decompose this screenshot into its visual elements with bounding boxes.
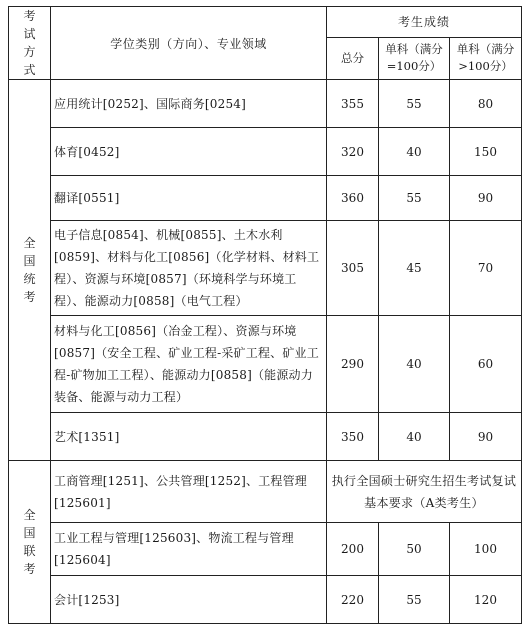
table-row xyxy=(9,316,522,413)
total-cell: 305 xyxy=(327,221,379,316)
single-le100-cell: 45 xyxy=(379,221,450,316)
table-row xyxy=(9,80,522,128)
header-score-group: 考生成绩 xyxy=(327,7,522,38)
header-exam-method: 考试方式 xyxy=(9,7,51,80)
field-cell: 电子信息[0854]、机械[0855]、土木水利[0859]、材料与化工[0856]（化学材料、材料工程）、资源与环境[0857]（环境科学与环境工程）、能源动力[0858]（电气工程） xyxy=(51,221,327,316)
field-cell: 工业工程与管理[125603]、物流工程与管理[125604] xyxy=(51,523,327,576)
single-gt100-cell: 90 xyxy=(450,413,522,461)
total-cell: 320 xyxy=(327,128,379,176)
total-cell: 290 xyxy=(327,316,379,413)
table-row xyxy=(9,576,522,624)
score-requirements-table xyxy=(8,6,522,624)
single-le100-cell: 40 xyxy=(379,128,450,176)
exam-method-cell: 全国统考 xyxy=(9,80,51,461)
field-cell: 应用统计[0252]、国际商务[0254] xyxy=(51,80,327,128)
single-gt100-cell: 100 xyxy=(450,523,522,576)
exam-method-cell: 全国联考 xyxy=(9,461,51,624)
total-cell: 360 xyxy=(327,176,379,221)
header-degree-category: 学位类别（方向）、专业领域 xyxy=(51,7,327,80)
table-row xyxy=(9,128,522,176)
header-single-le100: 单科（满分=100分） xyxy=(379,37,450,79)
single-gt100-cell: 80 xyxy=(450,80,522,128)
total-cell: 350 xyxy=(327,413,379,461)
single-gt100-cell: 90 xyxy=(450,176,522,221)
total-cell: 355 xyxy=(327,80,379,128)
single-gt100-cell: 60 xyxy=(450,316,522,413)
single-le100-cell: 55 xyxy=(379,176,450,221)
score-table-container xyxy=(8,6,522,624)
single-le100-cell: 55 xyxy=(379,576,450,624)
field-cell: 翻译[0551] xyxy=(51,176,327,221)
single-gt100-cell: 150 xyxy=(450,128,522,176)
single-gt100-cell: 70 xyxy=(450,221,522,316)
table-row xyxy=(9,176,522,221)
field-cell: 艺术[1351] xyxy=(51,413,327,461)
table-row xyxy=(9,523,522,576)
field-cell: 工商管理[1251]、公共管理[1252]、工程管理[125601] xyxy=(51,461,327,523)
field-cell: 材料与化工[0856]（冶金工程）、资源与环境[0857]（安全工程、矿业工程-采矿工程、矿业工程-矿物加工工程）、能源动力[0858]（能源动力装备、能源与动力工程） xyxy=(51,316,327,413)
field-cell: 会计[1253] xyxy=(51,576,327,624)
table-row xyxy=(9,461,522,523)
total-cell: 220 xyxy=(327,576,379,624)
single-gt100-cell: 120 xyxy=(450,576,522,624)
header-row-1 xyxy=(9,7,522,38)
single-le100-cell: 55 xyxy=(379,80,450,128)
merged-requirement-cell: 执行全国硕士研究生招生考试复试基本要求（A类考生） xyxy=(327,461,522,523)
single-le100-cell: 50 xyxy=(379,523,450,576)
total-cell: 200 xyxy=(327,523,379,576)
table-row xyxy=(9,413,522,461)
header-single-gt100: 单科（满分>100分） xyxy=(450,37,522,79)
header-total: 总分 xyxy=(327,37,379,79)
table-row xyxy=(9,221,522,316)
single-le100-cell: 40 xyxy=(379,316,450,413)
field-cell: 体育[0452] xyxy=(51,128,327,176)
single-le100-cell: 40 xyxy=(379,413,450,461)
